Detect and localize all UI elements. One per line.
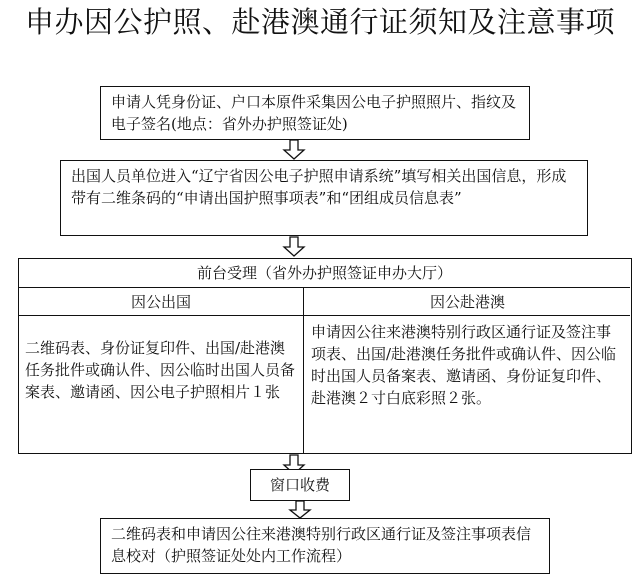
official-abroad-title: 因公出国 (130, 293, 191, 311)
step-online-application-box (60, 160, 588, 236)
header-divider (19, 287, 630, 288)
flow-arrow-2 (282, 237, 306, 257)
step-collect-photo-box (100, 86, 530, 140)
step-online-application-text: 出国人员单位进入“辽宁省因公电子护照申请系统”填写相关出国信息，形成带有二维条码的“申请出国护照事项表”和“团组成员信息表” (71, 167, 567, 207)
page-title: 申办因公护照、赴港澳通行证须知及注意事项 (24, 5, 615, 39)
step-payment-box (250, 469, 350, 501)
official-hkmo-requirements: 申请因公往来港澳特别行政区通行证及签注事项表、出国/赴港澳任务批件或确认件、因公临时出国人员备案表、邀请函、身份证复印件、赴港澳２寸白底彩照２张。 (311, 323, 617, 407)
step-payment-text: 窗口收费 (269, 476, 330, 494)
flow-arrow-4 (288, 501, 312, 519)
column-title-divider (19, 315, 630, 316)
official-abroad-requirements: 二维码表、身份证复印件、出国/赴港澳任务批件或确认件、因公临时出国人员备案表、邀请函、因公电子护照相片１张 (25, 339, 296, 401)
flow-arrow-1 (282, 140, 306, 160)
step-verification-text: 二维码表和申请因公往来港澳特别行政区通行证及签注事项表信息校对（护照签证处处内工作流程） (111, 525, 532, 565)
column-divider (303, 287, 304, 453)
step-front-desk-box (18, 258, 632, 454)
official-hkmo-title: 因公赴港澳 (429, 293, 505, 311)
front-desk-header: 前台受理（省外办护照签证申办大厅） (196, 264, 452, 282)
step-verification-box (100, 518, 550, 574)
step-collect-photo-text: 申请人凭身份证、户口本原件采集因公电子护照照片、指纹及电子签名(地点：省外办护照签证处) (111, 93, 517, 133)
